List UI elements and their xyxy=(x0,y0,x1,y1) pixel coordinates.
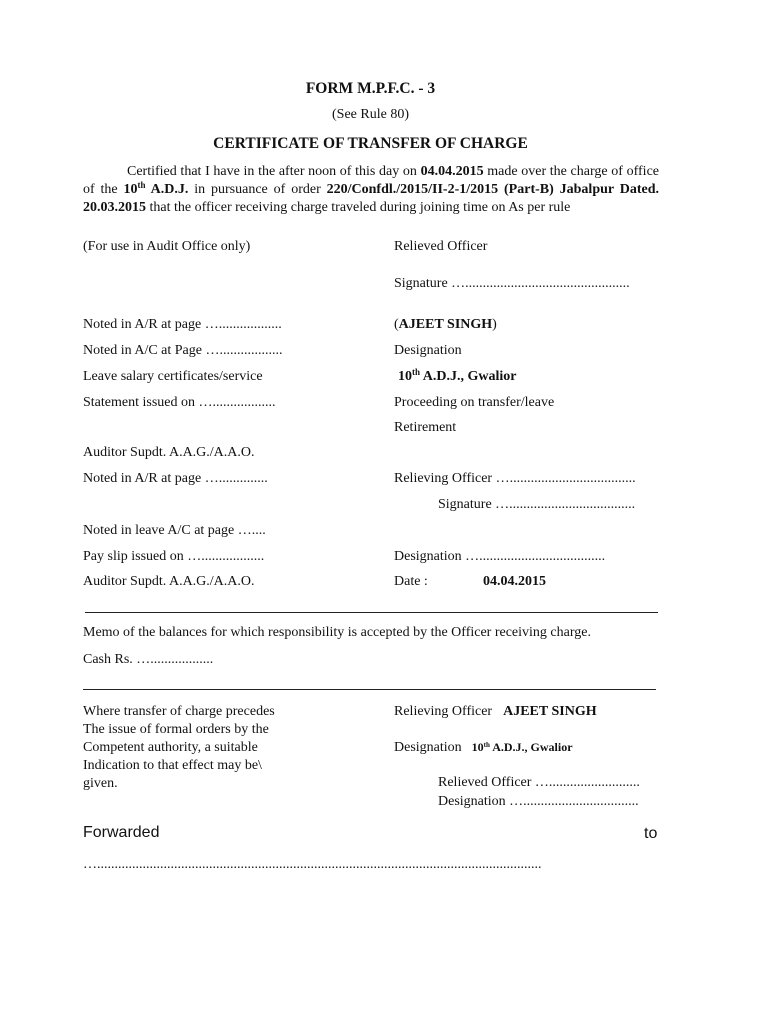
certificate-title: CERTIFICATE OF TRANSFER OF CHARGE xyxy=(213,135,528,152)
audit-office-note: (For use in Audit Office only) xyxy=(83,239,251,254)
officer-post: 10th A.D.J., Gwalior xyxy=(398,367,517,384)
memo-text: Memo of the balances for which responsibility is accepted by the Officer receiving charge. xyxy=(83,625,591,640)
forwarded-dots: …............................................................................................................................... xyxy=(83,857,542,872)
signature-line: Signature …............................................... xyxy=(394,276,630,291)
order-number: 220/Confdl./2015/II-2-1/2015 (Part-B) Jabalpur Dated. 20.03.2015 xyxy=(83,182,660,215)
noted-leave-ac: Noted in leave A/C at page ….... xyxy=(83,523,266,538)
noted-ar-page: Noted in A/R at page ….................. xyxy=(83,317,282,332)
relieved-officer-label: Relieved Officer xyxy=(394,239,488,254)
relieved-officer-line: Relieved Officer ….......................... xyxy=(438,775,640,790)
forwarded-label: Forwarded xyxy=(83,824,160,841)
to-label: to xyxy=(644,825,658,842)
designation-dots: Designation …................................. xyxy=(438,794,639,809)
proceeding-on-transfer: Proceeding on transfer/leave xyxy=(394,395,555,410)
noted-ar-page-2: Noted in A/R at page ….............. xyxy=(83,471,268,486)
cash-line: Cash Rs. ….................. xyxy=(83,652,214,667)
charge-date: 04.04.2015 xyxy=(420,164,484,179)
relieving-officer-signed: Relieving Officer AJEET SINGH xyxy=(394,704,597,719)
designation-label: Designation xyxy=(394,343,462,358)
date-value: 04.04.2015 xyxy=(483,574,546,589)
date-label: Date : xyxy=(394,574,428,589)
leave-salary-certificates: Leave salary certificates/service xyxy=(83,369,263,384)
auditor-supdt-2: Auditor Supdt. A.A.G./A.A.O. xyxy=(83,574,255,589)
divider-2 xyxy=(83,689,656,690)
relieving-officer-line: Relieving Officer ….................................... xyxy=(394,471,636,486)
designation-signed: Designation 10th A.D.J., Gwalior xyxy=(394,740,573,755)
form-title: FORM M.P.F.C. - 3 xyxy=(305,80,436,97)
auditor-supdt-1: Auditor Supdt. A.A.G./A.A.O. xyxy=(83,445,255,460)
statement-issued: Statement issued on ….................. xyxy=(83,395,276,410)
signature-line-2: Signature ….................................... xyxy=(438,497,636,512)
rule-reference: (See Rule 80) xyxy=(332,107,409,122)
retirement-label: Retirement xyxy=(394,420,457,435)
noted-ac-page: Noted in A/C at Page ….................. xyxy=(83,343,283,358)
pay-slip-issued: Pay slip issued on ….................. xyxy=(83,549,265,564)
divider-1 xyxy=(85,612,658,613)
designation-line: Designation ….................................... xyxy=(394,549,606,564)
transfer-note: Where transfer of charge precedes The issue of formal orders by the Competent authority, a suitable Indication to that effect may be\ given. xyxy=(83,704,275,791)
officer-name: (AJEET SINGH) xyxy=(394,317,497,332)
certificate-paragraph: Certified that I have in the after noon of this day on 04.04.2015 made over the charge of office of the 10th A.D.J. in pursuance of order 220/Confdl./2015/II-2-1/2015 (Part-B) Jabalpur Dated. 20.03.2015 that the officer receiving charge traveled during joining time on As per rule xyxy=(83,164,660,215)
office-post: 10th A.D.J. xyxy=(123,180,189,197)
